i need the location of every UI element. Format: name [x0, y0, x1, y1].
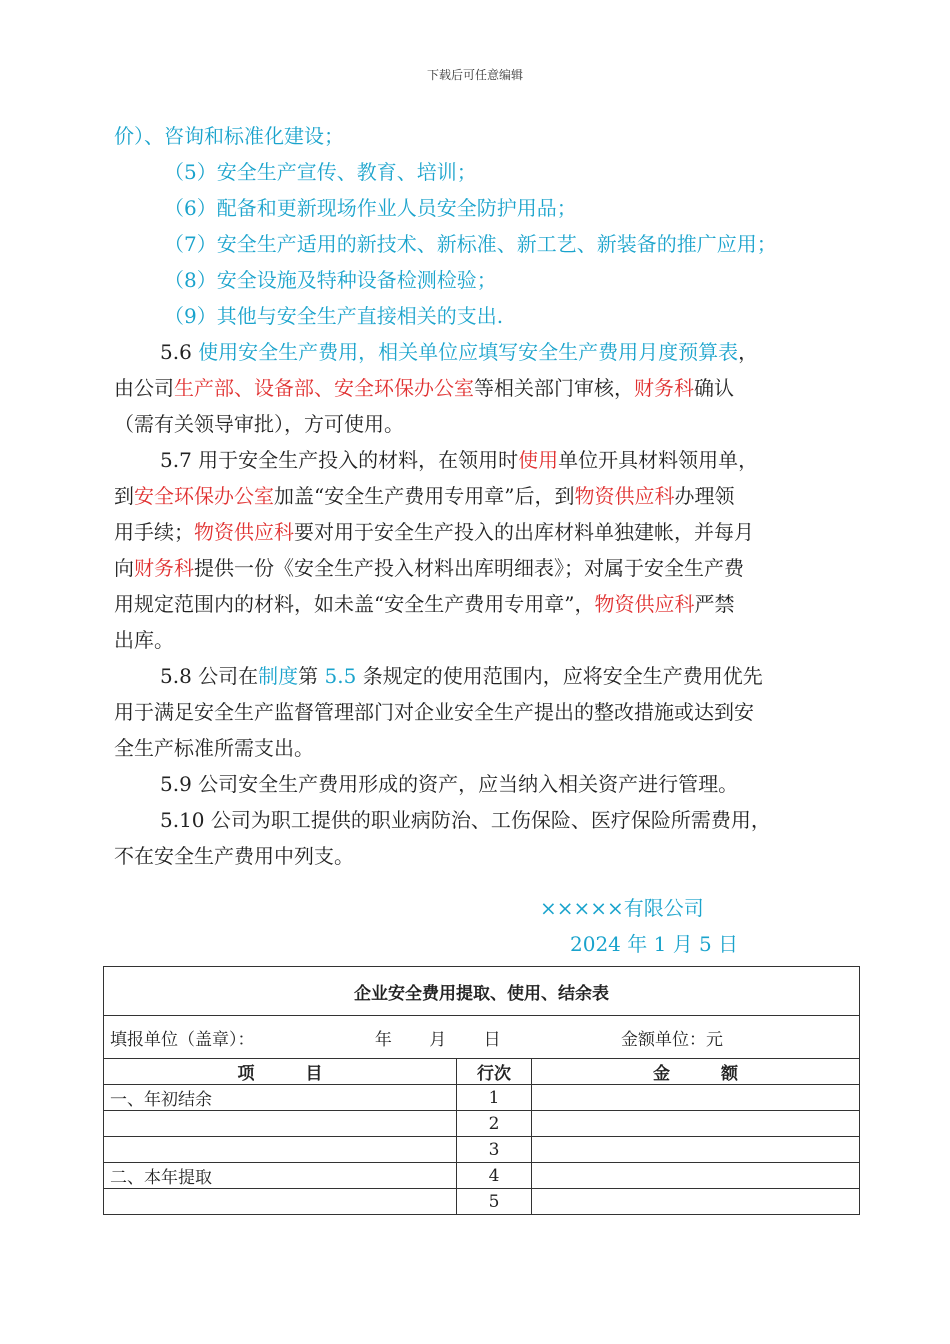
col-header-amount: 金 额 [532, 1059, 860, 1085]
text: 使用 [518, 448, 559, 472]
table-info-row [104, 1016, 860, 1059]
cell-amount[interactable] [532, 1111, 860, 1137]
text: 5.6 [160, 340, 199, 364]
text: 5.5 [324, 664, 357, 688]
text: 确认 [694, 376, 734, 400]
text: 要对用于安全生产投入的出库材料单独建帐，并每月 [294, 520, 754, 544]
cell-amount[interactable] [532, 1189, 860, 1215]
text: 物资供应科 [594, 592, 695, 616]
document-body [114, 118, 844, 874]
cell-row-no: 1 [457, 1085, 532, 1111]
text: 单位开具材料领用单， [558, 448, 759, 472]
cell-row-no: 5 [457, 1189, 532, 1215]
cell-row-no: 4 [457, 1163, 532, 1189]
cell-amount[interactable] [532, 1137, 860, 1163]
table-row [104, 1085, 860, 1111]
text: 第 [298, 664, 325, 688]
list-item: （6）配备和更新现场作业人员安全防护用品； [164, 196, 577, 220]
paragraph-5-8 [114, 658, 844, 766]
text: 加盖“安全生产费用专用章”后，到 [274, 484, 575, 508]
table-row [104, 1189, 860, 1215]
paragraph-5-9: 5.9 公司安全生产费用形成的资产，应当纳入相关资产进行管理。 [160, 772, 739, 796]
text: 全生产标准所需支出。 [114, 736, 314, 760]
text: ， [738, 340, 759, 364]
text: 用规定范围内的材料，如未盖“安全生产费用专用章”， [114, 592, 595, 616]
paragraph-5-10-cont: 不在安全生产费用中列支。 [114, 844, 354, 868]
cell-row-no: 2 [457, 1111, 532, 1137]
reporting-unit-label: 填报单位（盖章）： [110, 1029, 255, 1050]
col-header-item: 项 目 [104, 1059, 457, 1085]
text: 物资供应科 [574, 484, 675, 508]
text: （需有关领导审批），方可使用。 [114, 412, 404, 436]
cell-item [104, 1137, 457, 1163]
list-item: （9）其他与安全生产直接相关的支出. [164, 304, 504, 328]
paragraph-5-7 [114, 442, 844, 658]
text: 条规定的使用范围内，应将安全生产费用优先 [356, 664, 763, 688]
day-label: 日 [483, 1029, 501, 1050]
table-header-row [104, 1059, 860, 1085]
year-label: 年 [374, 1029, 392, 1050]
paragraph-5-10: 5.10 公司为职工提供的职业病防治、工伤保险、医疗保险所需费用， [160, 808, 771, 832]
text: 由公司 [114, 376, 174, 400]
cell-row-no: 3 [457, 1137, 532, 1163]
list-item: （7）安全生产适用的新技术、新标准、新工艺、新装备的推广应用； [164, 232, 777, 256]
cell-amount[interactable] [532, 1163, 860, 1189]
text: 制度 [258, 664, 299, 688]
list-item: （8）安全设施及特种设备检测检验； [164, 268, 497, 292]
text: 5.7 用于安全生产投入的材料，在领用时 [160, 448, 519, 472]
text: 财务科 [634, 376, 694, 400]
text: 物资供应科 [194, 520, 294, 544]
text: 提供一份《安全生产投入材料出库明细表》；对属于安全生产费 [194, 556, 744, 580]
table-row [104, 1163, 860, 1189]
signature-company: ×××××有限公司 [540, 896, 704, 920]
text: 使用安全生产费用，相关单位应填写安全生产费用月度预算表 [198, 340, 739, 364]
table-title: 企业安全费用提取、使用、结余表 [104, 967, 860, 1016]
text: 用手续； [114, 520, 194, 544]
text: 生产部、设备部、安全环保办公室 [174, 376, 474, 400]
text: 严禁 [694, 592, 735, 616]
list-item: （5）安全生产宣传、教育、培训； [164, 160, 477, 184]
page-header-note: 下载后可任意编辑 [426, 68, 523, 82]
text: 安全环保办公室 [134, 484, 274, 508]
text: 等相关部门审核， [474, 376, 634, 400]
text: 用于满足安全生产监督管理部门对企业安全生产提出的整改措施或达到安 [114, 700, 754, 724]
cell-item [104, 1111, 457, 1137]
text: 到 [114, 484, 134, 508]
paragraph-5-6 [114, 334, 844, 442]
currency-unit-label: 金额单位：元 [621, 1029, 723, 1050]
cell-item: 二、本年提取 [104, 1163, 457, 1189]
date-fields [359, 1025, 517, 1050]
safety-fee-table [103, 966, 860, 1215]
cell-item [104, 1189, 457, 1215]
text: 办理领 [674, 484, 735, 508]
signature-date: 2024 年 1 月 5 日 [570, 932, 739, 956]
table-row [104, 1137, 860, 1163]
col-header-row-no: 行次 [457, 1059, 532, 1085]
text: 财务科 [134, 556, 194, 580]
cell-amount[interactable] [532, 1085, 860, 1111]
text: 5.8 公司在 [160, 664, 259, 688]
text: 出库。 [114, 628, 174, 652]
month-label: 月 [429, 1029, 447, 1050]
cell-item: 一、年初结余 [104, 1085, 457, 1111]
table-row [104, 1111, 860, 1137]
text: 向 [114, 556, 134, 580]
list-item: 价）、咨询和标准化建设； [114, 124, 344, 148]
